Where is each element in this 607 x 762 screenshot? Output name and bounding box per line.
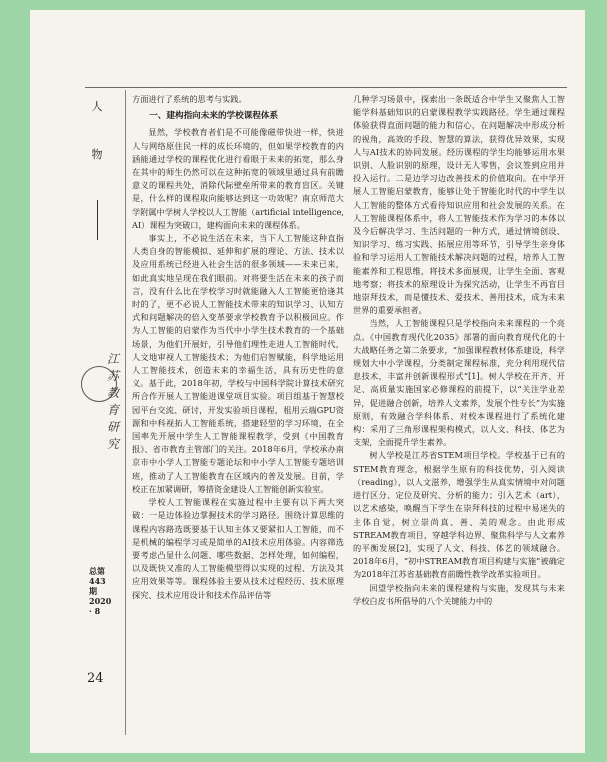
category-divider [97, 200, 98, 240]
left-column [132, 93, 344, 602]
category-char-2: 物 [91, 148, 103, 161]
category-char-1: 人 [91, 100, 103, 113]
paragraph: 当然，人工智能课程只是学校指向未来课程的一个亮点。《中国教育现代化2035》部署的面向教育现代化的十大战略任务之第二条要求，“加强课程教材体系建设，科学规划大中小学课程，分类制定课程标准，充分利用现代信息技术，丰富并创新课程形式”[1]。树人学校在开齐、开足、高质量实施国家必修课程的前提下，以“关注学业差异，促进融合创新，培养人文素养，发展个性专长”为实施原则，有效融合学科体系、对校本课程进行了系统化建构：采用了三角形课程架构模式，以人文、科技、体艺为支架，全面提升学生素养。 [353, 318, 565, 448]
paragraph: 学校人工智能课程在实施过程中主要有以下两大突破：一是边体验边掌握技术的学习路径。围绕计算思维的课程内容路选既要基于认知主体又要紧扣人工智能，而不是机械的编程学习或是简单的AI技术应用体验。内容筛选要考虑凸显什么问题、哪些数据、怎样处理，如何编程，以及既快又准的人工智能模型得以实现的过程、方法及其应用效果等等。课程体验主要从技术过程经历、技术原理探究、技术应用设计和技术作品评估等 [132, 497, 344, 600]
issue-label: 总第443期 2020 · 8 [89, 566, 112, 616]
paragraph: 几种学习场景中，探索出一条既适合中学生又聚焦人工智能学科基础知识的启蒙课程教学实践路径。学生通过课程体验获得直面问题的能力和信心，在问题解决中形成分析的视角，高效的手段、智慧的算法，获得优异效果，实现人与AI技术的协同发展。经历课程的学生均能够运用水果识别、人脸识别的原理，设计无人零售，会议签到应用并投入运行。二是边学习边改善技术的价值取向。在中学开展人工智能启蒙教育，能够让处于智能化时代的中学生以人工智能的整体方式看待知识应用和社会发展的关系。在人工智能课程体系中，将人工智能技术作为学习的本体以及今后解决学习、生活问题的一种方式，通过情境创设、知识学习、练习实践、拓展应用等环节，引导学生亲身体验和学习运用人工智能技术解决问题的过程，培养人工智能素养和工程思维，将技术多面展现，让学生全面、客观地考察；将技术的原理设计为探究活动，让学生不再盲目地崇拜技术，而是懂技术、爱技术、善用技术，成为未来世界的重要承担者。 [353, 94, 565, 316]
journal-calligraphy: 江苏教育研究 [107, 352, 120, 451]
section-heading: 一、建构指向未来的学校课程体系 [149, 111, 279, 122]
paragraph: 显然，学校教育者们是不可能像磁带快进一样，快进人与网络原住民一样的成长环境的，但如果学校教育的内涵能通过学校的课程优化进行看眼于未来的拓宽，那么身在其中的师生仍然可以在这种拓宽的领域里通过具有前瞻意义的课程共处，消除代际壁垒所带来的教育盲区。关键是，什么样的课程取向能够达到这一功效呢？南京师范大学附属中学树人学校以人工智能（artificial intelligence, AI）课程为突破口，建构面向未来的课程体系。 [132, 127, 344, 230]
paragraph: 事实上，不必说生活在未来，当下人工智能这种直指人类自身的智能模拟、延伸和扩展的理论、方法、技术以及应用系统已经进入社会生活的很多领域——未来已来，如此真实地呈现在我们眼前。对将要生活在未来的孩子而言，没有什么比在学校学习时就能融入人工智能更恰逢其时的了，更不必说人工智能技术带来的知识学习、认知方式和问题解决的倍入变革要求学校教育予以积极回应。作为人工智能的启蒙作为当代中小学生技术教育的一个基础场景，为他们开展好，引导他们理性走进人工智能时代，人文地审视人工智能技术；为他们启智赋能，科学地运用人工智能技术，创造未来的幸福生活，具有历史性的意义。基于此，2018年初，学校与中国科学院计算技术研究所合作开展人工智能进课堂项目实验。项目组基于智慧校园平台交流、研讨，开发实验项目课程，租用云端GPU资源和中科视拓人工智能系统，搭建轻型的学习环境，在全国率先开展中学生人工智能课程教学，受到《中国教育报》、省市教育主管部门的关注。2018年6月，学校承办南京市中小学人工智能专题论坛和中小学人工智能专题培训班，推动了人工智能教育在区域内的普及发展。目前，学校正在加紧调研，筹措资金建设人工智能创新实验室。 [132, 233, 344, 494]
header-rule [85, 87, 567, 88]
paragraph: 树人学校是江苏省STEM项目学校。学校基于已有的STEM教育理念，根据学生原有的科技优势，引入阅读（reading），以人文滋养，增强学生从真实情境中对问题进行区分、定位及研究、分析的能力；引入艺术（art），以艺术感染，唤醒当下学生在崇拜科技的过程中易迷失的主体自觉，树立崇尚真、善、美的观念。由此形成STREAM教育项目，穿越学科边界、聚焦科学与人文素养的平衡发展[2]，实现了人文、科技、体艺的领域融合。2018年6月，“初中STREAM教育项目构建与实施”被确定为2018年江苏省基础教育前瞻性教学改革实验项目。 [353, 450, 565, 580]
paragraph: 回望学校指向未来的课程建构与实施，发现其与未来学校白皮书所倡导的八个关键能力中的 [353, 582, 565, 606]
paragraph: 方面进行了系统的思考与实践。 [132, 94, 247, 104]
right-column [353, 93, 565, 608]
margin-rule [125, 90, 126, 735]
journal-logo [85, 351, 125, 501]
journal-page [30, 10, 585, 753]
page-number: 24 [87, 671, 104, 686]
page-top-blank [30, 10, 585, 80]
page-margin [85, 96, 123, 736]
section-category [87, 98, 107, 240]
